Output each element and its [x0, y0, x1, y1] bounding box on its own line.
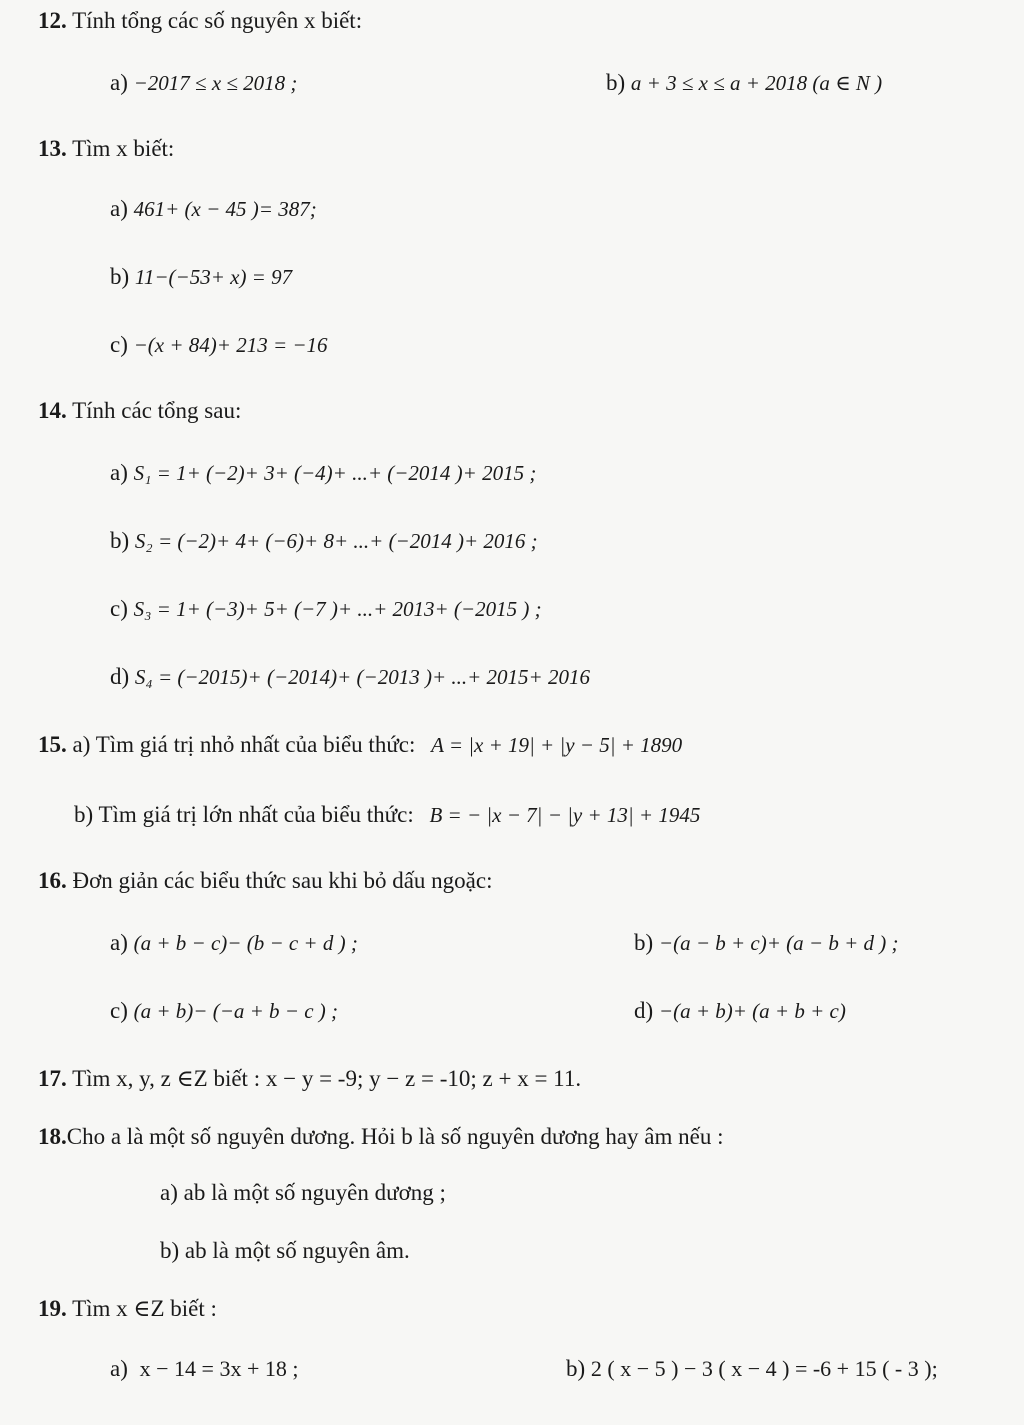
problem-13-heading: [38, 134, 174, 164]
problem-title: Đơn giản các biểu thức sau khi bỏ dấu ngoặc:: [72, 868, 493, 893]
part-label: b): [634, 930, 654, 955]
problem-13-part-a: [110, 194, 317, 224]
problem-title: Tính các tổng sau:: [72, 398, 242, 423]
problem-title: Tính tổng các số nguyên x biết:: [72, 8, 363, 33]
math-expression: (a + b)− (−a + b − c ) ;: [133, 999, 339, 1023]
part-label: b): [110, 528, 130, 553]
problem-18: [38, 1122, 724, 1152]
problem-text: a) Tìm giá trị nhỏ nhất của biểu thức:: [72, 732, 416, 757]
math-expression: −(x + 84)+ 213 = −16: [133, 333, 328, 357]
problem-12-heading: [38, 6, 362, 36]
part-label: b): [606, 70, 626, 95]
math-expression: A = |x + 19| + |y − 5| + 1890: [431, 733, 683, 757]
problem-text: Tìm x ∈Z biết :: [72, 1296, 217, 1321]
part-label: b): [110, 264, 130, 289]
problem-13-part-c: [110, 330, 328, 360]
math-expression: S₁ = 1+ (−2)+ 3+ (−4)+ ...+ (−2014 )+ 2015 ;: [133, 461, 537, 485]
math-expression: B = − |x − 7| − |y + 13| + 1945: [429, 803, 701, 827]
problem-17: [38, 1064, 581, 1094]
problem-text: a) ab là một số nguyên dương ;: [160, 1180, 446, 1205]
problem-number: 13.: [38, 136, 67, 161]
problem-16-part-b: [634, 928, 898, 958]
problem-16-heading: [38, 866, 492, 896]
math-expression: −(a + b)+ (a + b + c): [658, 999, 846, 1023]
problem-14-part-c: [110, 594, 542, 624]
problem-14-part-a: [110, 458, 536, 488]
math-expression: 461+ (x − 45 )= 387;: [133, 197, 317, 221]
problem-number: 18.: [38, 1124, 67, 1149]
problem-number: 19.: [38, 1296, 67, 1321]
part-label: a): [110, 460, 128, 485]
math-expression: x − 14 = 3x + 18 ;: [139, 1356, 299, 1381]
problem-14-heading: [38, 396, 241, 426]
part-label: b): [566, 1356, 586, 1381]
math-expression: S₂ = (−2)+ 4+ (−6)+ 8+ ...+ (−2014 )+ 2016 ;: [134, 529, 538, 553]
problem-14-part-d: [110, 662, 590, 692]
math-expression: 2 ( x − 5 ) − 3 ( x − 4 ) = -6 + 15 ( - 3 );: [590, 1356, 938, 1381]
part-label: c): [110, 596, 128, 621]
problem-15-part-a: [38, 730, 682, 760]
math-expression: 11−(−53+ x) = 97: [134, 265, 293, 289]
problem-number: 12.: [38, 8, 67, 33]
math-expression: −2017 ≤ x ≤ 2018 ;: [133, 71, 298, 95]
problem-title: Tìm x biết:: [72, 136, 175, 161]
problem-19-part-a: [110, 1354, 298, 1384]
math-expression: a + 3 ≤ x ≤ a + 2018 (a ∈ N ): [630, 71, 883, 95]
math-expression: −(a − b + c)+ (a − b + d ) ;: [658, 931, 899, 955]
problem-18-part-b: [160, 1236, 410, 1266]
problem-14-part-b: [110, 526, 538, 556]
problem-13-part-b: [110, 262, 292, 292]
problem-text: Tìm x, y, z ∈Z biết : x − y = -9; y − z = -10; z + x = 11.: [72, 1066, 582, 1091]
problem-19-part-b: [566, 1354, 938, 1384]
problem-text: Cho a là một số nguyên dương. Hỏi b là số nguyên dương hay âm nếu :: [66, 1124, 724, 1149]
problem-number: 15.: [38, 732, 67, 757]
part-label: a): [110, 1356, 128, 1381]
problem-18-part-a: [160, 1178, 446, 1208]
problem-15-part-b: [74, 800, 700, 830]
part-label: a): [110, 930, 128, 955]
part-label: d): [634, 998, 654, 1023]
part-label: d): [110, 664, 130, 689]
math-expression: S₄ = (−2015)+ (−2014)+ (−2013 )+ ...+ 2015+ 2016: [134, 665, 590, 689]
problem-text: b) ab là một số nguyên âm.: [160, 1238, 410, 1263]
problem-text: b) Tìm giá trị lớn nhất của biểu thức:: [74, 802, 414, 827]
part-label: a): [110, 70, 128, 95]
math-expression: S₃ = 1+ (−3)+ 5+ (−7 )+ ...+ 2013+ (−2015 ) ;: [133, 597, 542, 621]
problem-number: 17.: [38, 1066, 67, 1091]
problem-16-part-c: [110, 996, 338, 1026]
part-label: a): [110, 196, 128, 221]
problem-12-part-b: [606, 68, 882, 98]
problem-19: [38, 1294, 217, 1324]
math-expression: (a + b − c)− (b − c + d ) ;: [133, 931, 358, 955]
part-label: c): [110, 332, 128, 357]
problem-16-part-a: [110, 928, 358, 958]
problem-16-part-d: [634, 996, 846, 1026]
problem-number: 14.: [38, 398, 67, 423]
part-label: c): [110, 998, 128, 1023]
problem-12-part-a: [110, 68, 297, 98]
problem-number: 16.: [38, 868, 67, 893]
